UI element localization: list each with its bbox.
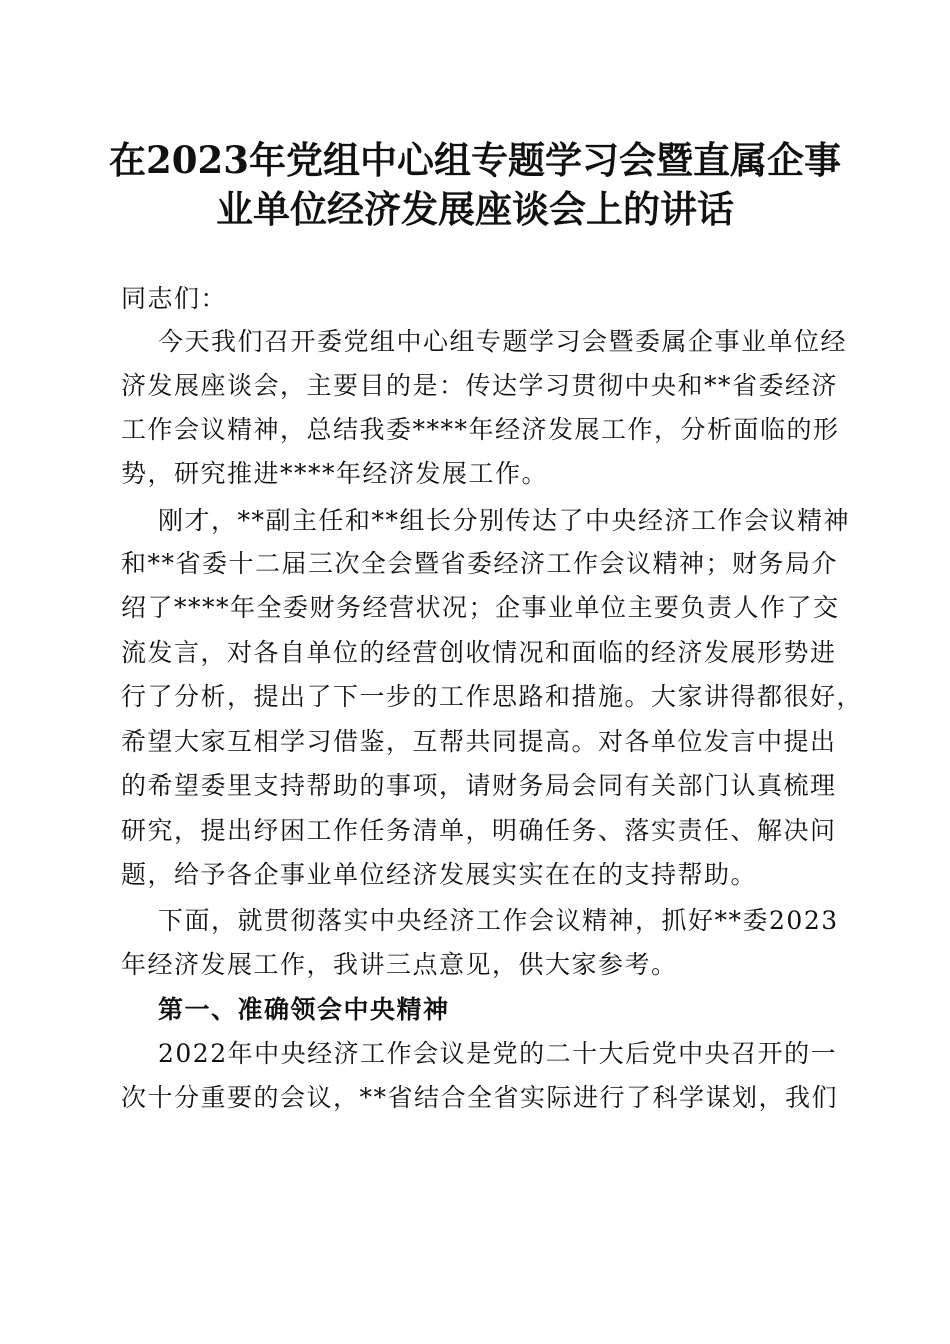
paragraph-line: 济发展座谈会，主要目的是：传达学习贯彻中央和**省委经济 <box>121 371 839 400</box>
document-title-line-2: 业单位经济发展座谈会上的讲话 <box>216 187 734 231</box>
paragraph-line: 年经济发展工作，我讲三点意见，供大家参考。 <box>121 950 678 979</box>
paragraph-line: 势，研究推进****年经济发展工作。 <box>121 459 549 488</box>
paragraph-line: 今天我们召开委党组中心组专题学习会暨委属企事业单位经 <box>158 327 848 356</box>
paragraph-line: 次十分重要的会议，**省结合全省实际进行了科学谋划，我们 <box>121 1083 839 1112</box>
paragraph-line: 和**省委十二届三次全会暨省委经济工作会议精神；财务局介 <box>121 549 839 578</box>
paragraph-line: 下面，就贯彻落实中央经济工作会议精神，抓好**委2023 <box>158 906 839 935</box>
paragraph-line: 希望大家互相学习借鉴，互帮共同提高。对各单位发言中提出 <box>121 727 837 756</box>
salutation: 同志们： <box>121 284 228 313</box>
paragraph-line: 行了分析，提出了下一步的工作思路和措施。大家讲得都很好， <box>121 682 864 711</box>
paragraph-line: 工作会议精神，总结我委****年经济发展工作，分析面临的形 <box>121 415 840 444</box>
paragraph-line: 流发言，对各自单位的经营创收情况和面临的经济发展形势进 <box>121 638 837 667</box>
paragraph-line: 的希望委里支持帮助的事项，请财务局会同有关部门认真梳理 <box>121 771 837 800</box>
section-heading: 第一、准确领会中央精神 <box>158 995 450 1024</box>
document-title-line-1: 在2023年党组中心组专题学习会暨直属企事 <box>109 138 841 182</box>
paragraph-line: 题，给予各企事业单位经济发展实实在在的支持帮助。 <box>121 860 758 889</box>
paragraph-line: 研究，提出纾困工作任务清单，明确任务、落实责任、解决问 <box>121 816 837 845</box>
paragraph-line: 刚才，**副主任和**组长分别传达了中央经济工作会议精神 <box>158 506 851 535</box>
paragraph-line: 2022年中央经济工作会议是党的二十大后党中央召开的一 <box>158 1039 838 1068</box>
paragraph-line: 绍了****年全委财务经营状况；企事业单位主要负责人作了交 <box>121 593 840 622</box>
